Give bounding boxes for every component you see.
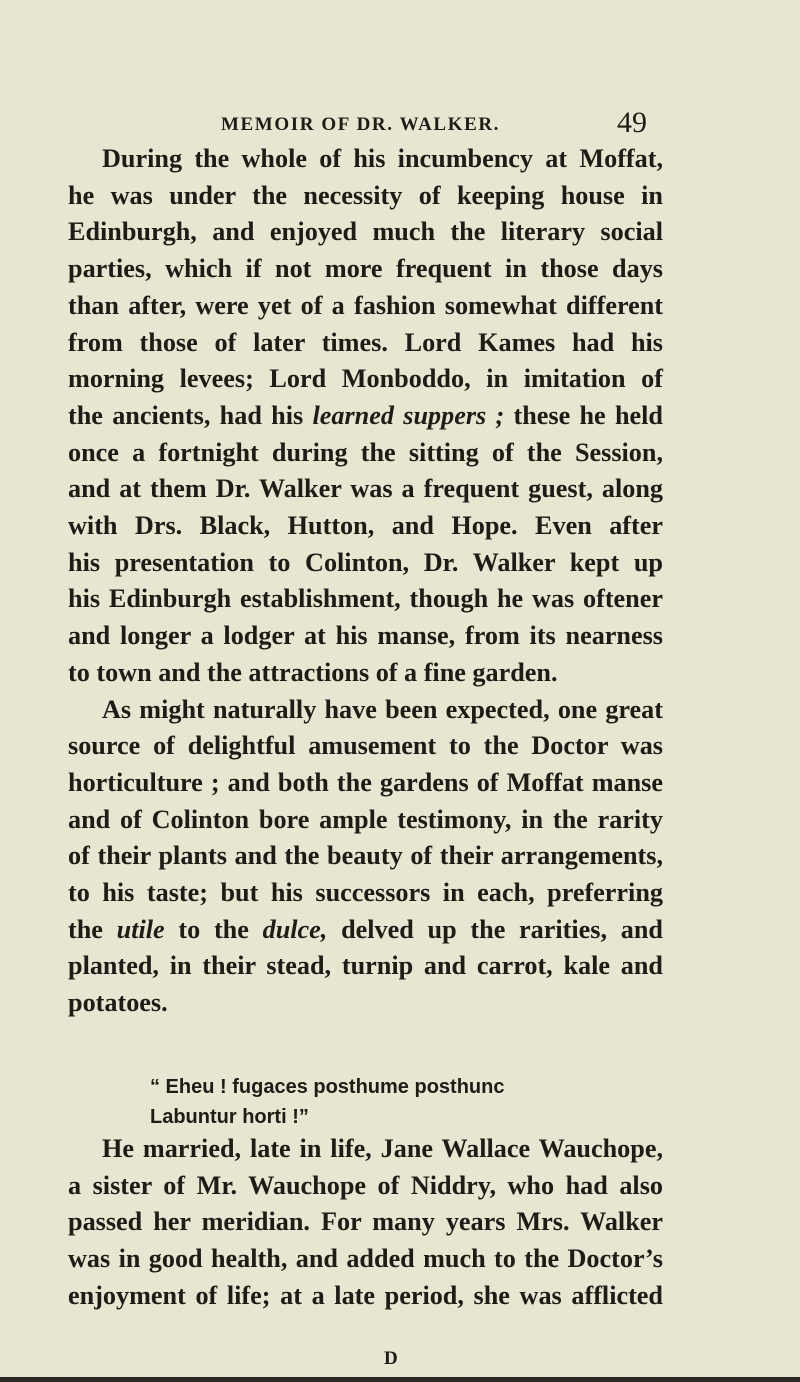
paragraph-1-line: once a fortnight during the sitting of the Session, — [68, 437, 663, 467]
body-text — [68, 141, 663, 1022]
paragraph-1-line: his presentation to Colinton, Dr. Walker kept up — [68, 547, 663, 577]
page-edge — [0, 1377, 800, 1382]
paragraph-1-line: parties, which if not more frequent in those days — [68, 254, 663, 284]
paragraph-1-line: than after, were yet of a fashion somewhat different — [68, 290, 663, 320]
paragraph-2-line: to his taste; but his successors in each, preferring — [68, 878, 663, 908]
paragraph-2-line — [68, 912, 663, 949]
line-text: these he held — [504, 400, 663, 430]
paragraph-1-line: he was under the necessity of keeping house in — [68, 180, 663, 210]
quotation-line: “ Eheu ! fugaces posthume posthunc — [150, 1076, 505, 1098]
signature-mark: D — [384, 1348, 398, 1369]
latin-quotation — [150, 1072, 504, 1132]
paragraph-1-line — [68, 398, 663, 435]
paragraph-1-line: to town and the attractions of a fine garden. — [68, 657, 558, 687]
paragraph-3-line: enjoyment of life; at a late period, she was afflicted — [68, 1280, 663, 1310]
body-text-continued — [68, 1131, 663, 1315]
paragraph-3-line: He married, late in life, Jane Wallace Wauchope, — [102, 1134, 663, 1163]
paragraph-2-line: planted, in their stead, turnip and carrot, kale and — [68, 951, 663, 981]
paragraph-2-line: source of delightful amusement to the Doctor was — [68, 731, 663, 761]
paragraph-1-line: with Drs. Black, Hutton, and Hope. Even after — [68, 511, 663, 541]
page-number: 49 — [617, 106, 647, 139]
paragraph-1-line: morning levees; Lord Monboddo, in imitation of — [68, 364, 663, 394]
italic-word: dulce, — [262, 914, 328, 944]
paragraph-1-line: and longer a lodger at his manse, from its nearness — [68, 621, 663, 651]
paragraph-2-line: horticulture ; and both the gardens of Moffat manse — [68, 767, 663, 797]
paragraph-3-line: a sister of Mr. Wauchope of Niddry, who had also — [68, 1170, 663, 1200]
paragraph-1-line: and at them Dr. Walker was a frequent guest, along — [68, 474, 663, 504]
paragraph-2-line: As might naturally have been expected, one great — [102, 694, 663, 724]
paragraph-1-line: from those of later times. Lord Kames had his — [68, 327, 663, 357]
paragraph-3-line: was in good health, and added much to the Doctor’s — [68, 1244, 663, 1274]
paragraph-1-line: his Edinburgh establishment, though he was oftener — [68, 584, 663, 614]
italic-word: utile — [116, 914, 165, 944]
line-text: delved up the rarities, and — [327, 914, 663, 944]
paragraph-2-line: and of Colinton bore ample testimony, in the rarity — [68, 804, 663, 834]
line-text: the ancients, had his — [68, 400, 313, 430]
running-title: MEMOIR OF DR. WALKER. — [221, 114, 501, 135]
paragraph-2-line: of their plants and the beauty of their arrangements, — [68, 841, 663, 871]
running-head — [0, 104, 800, 144]
paragraph-1-line: During the whole of his incumbency at Moffat, — [102, 144, 663, 173]
paragraph-3-line: passed her meridian. For many years Mrs. Walker — [68, 1207, 663, 1237]
line-text: the — [68, 914, 117, 944]
paragraph-2-line: potatoes. — [68, 988, 168, 1018]
line-text: to the — [164, 914, 263, 944]
italic-phrase: learned suppers ; — [312, 400, 505, 430]
paragraph-1-line: Edinburgh, and enjoyed much the literary social — [68, 217, 663, 247]
quotation-line: Labuntur horti !” — [150, 1106, 309, 1128]
